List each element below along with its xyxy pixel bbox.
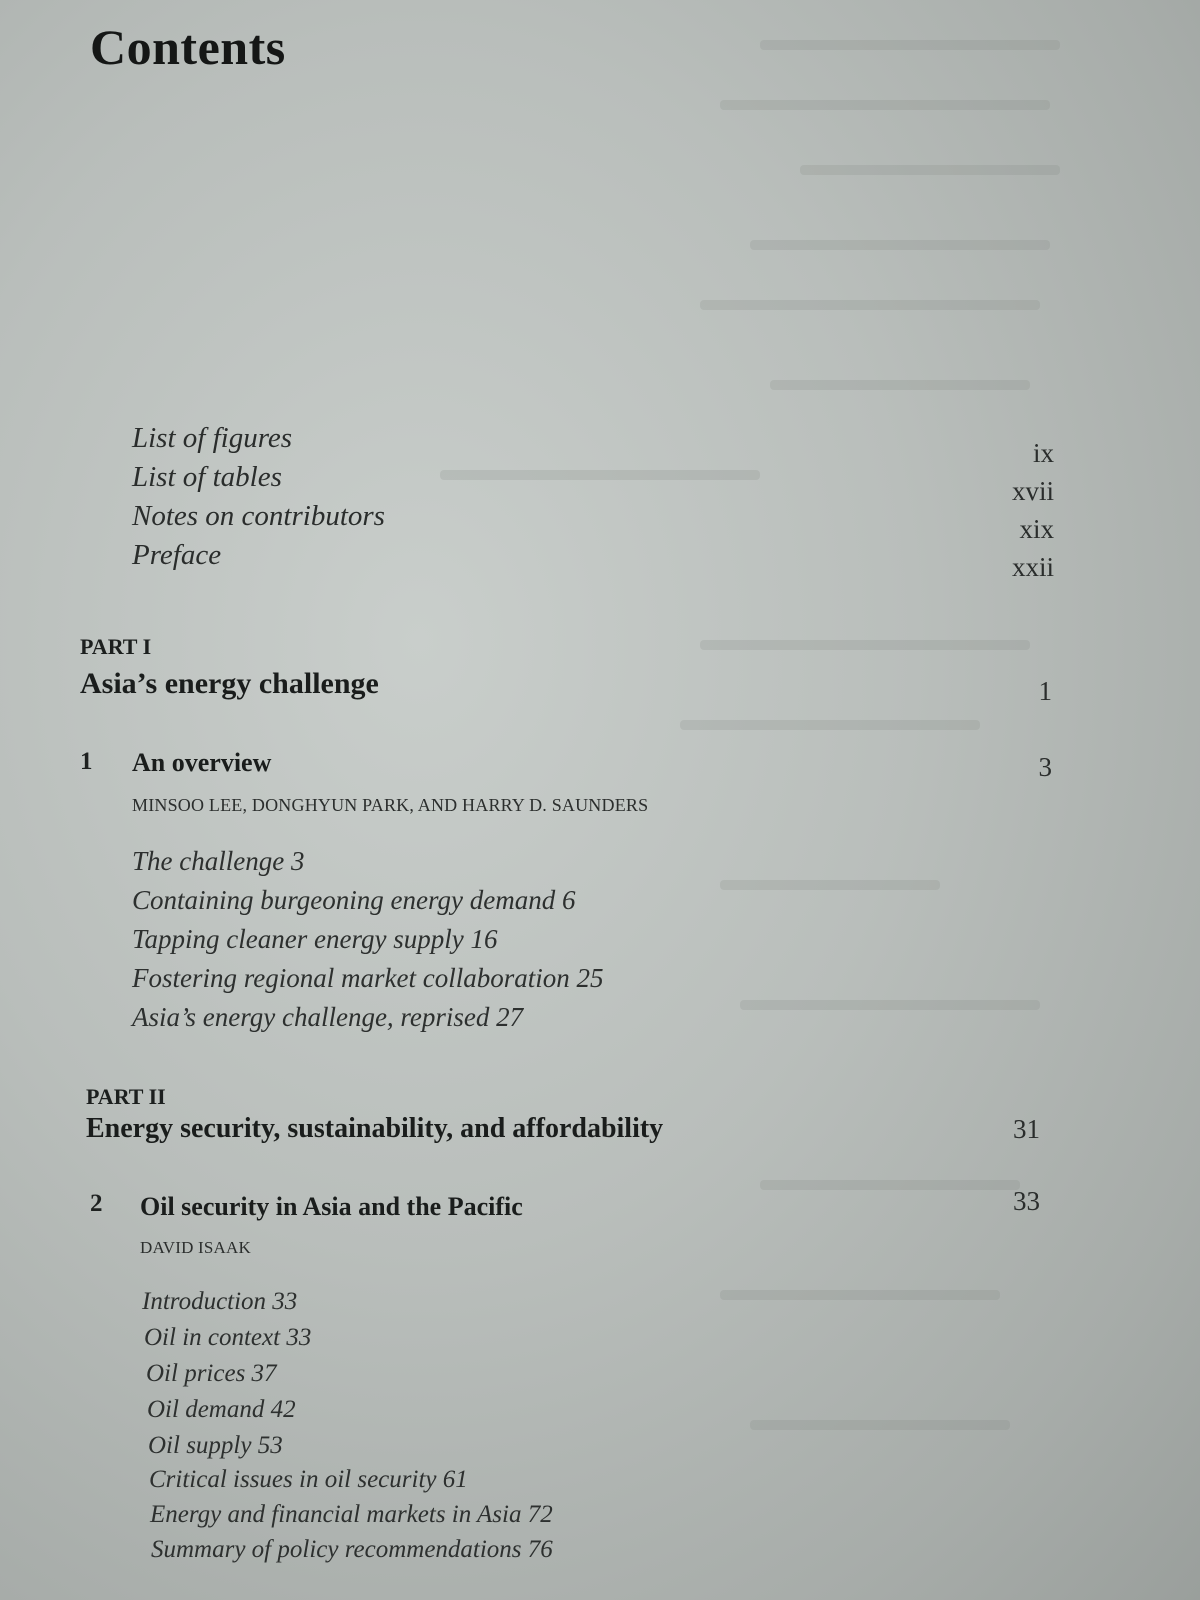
section-entry: Fostering regional market collaboration 25 [132,963,604,993]
front-matter-title: Preface [132,539,222,571]
section-entry: Critical issues in oil security 61 [149,1466,468,1493]
section-entry: Introduction 33 [142,1288,298,1315]
part-title: Asia’s energy challenge [80,667,379,700]
section-entry: Energy and financial markets in Asia 72 [150,1501,553,1528]
part-label: PART I [80,634,152,659]
chapter-number: 1 [80,748,93,775]
section-entry: Tapping cleaner energy supply 16 [132,924,498,954]
section-entry: Summary of policy recommendations 76 [151,1536,553,1563]
chapter-page: 33 [1013,1186,1040,1216]
section-entry: Oil prices 37 [146,1360,277,1387]
part-title: Energy security, sustainability, and affordability [86,1113,664,1144]
front-matter-page: xix [1019,514,1054,544]
chapter-page: 3 [1038,752,1052,782]
section-entry: The challenge 3 [132,846,305,876]
front-matter-page: ix [1032,438,1054,468]
section-entry: Containing burgeoning energy demand 6 [132,885,576,915]
page-title: Contents [90,19,286,75]
section-entry: Oil in context 33 [144,1324,312,1351]
front-matter-title: List of figures [132,422,293,454]
part-page: 31 [1013,1114,1040,1144]
section-entry: Asia’s energy challenge, reprised 27 [132,1002,524,1032]
chapter-title: Oil security in Asia and the Pacific [140,1192,523,1221]
part-label: PART II [86,1084,166,1109]
chapter-authors: MINSOO LEE, DONGHYUN PARK, AND HARRY D. SAUNDERS [132,795,649,815]
front-matter-page: xvii [1011,476,1054,506]
front-matter-title: List of tables [132,461,282,493]
front-matter-title: Notes on contributors [132,500,385,532]
section-entry: Oil supply 53 [148,1432,283,1459]
front-matter-page: xxii [1011,552,1054,582]
chapter-title: An overview [132,748,272,777]
bleed-through-texture [640,0,1200,1600]
part-page: 1 [1038,676,1052,706]
section-entry: Oil demand 42 [147,1396,296,1423]
chapter-number: 2 [90,1190,103,1217]
chapter-authors: DAVID ISAAK [140,1238,251,1257]
